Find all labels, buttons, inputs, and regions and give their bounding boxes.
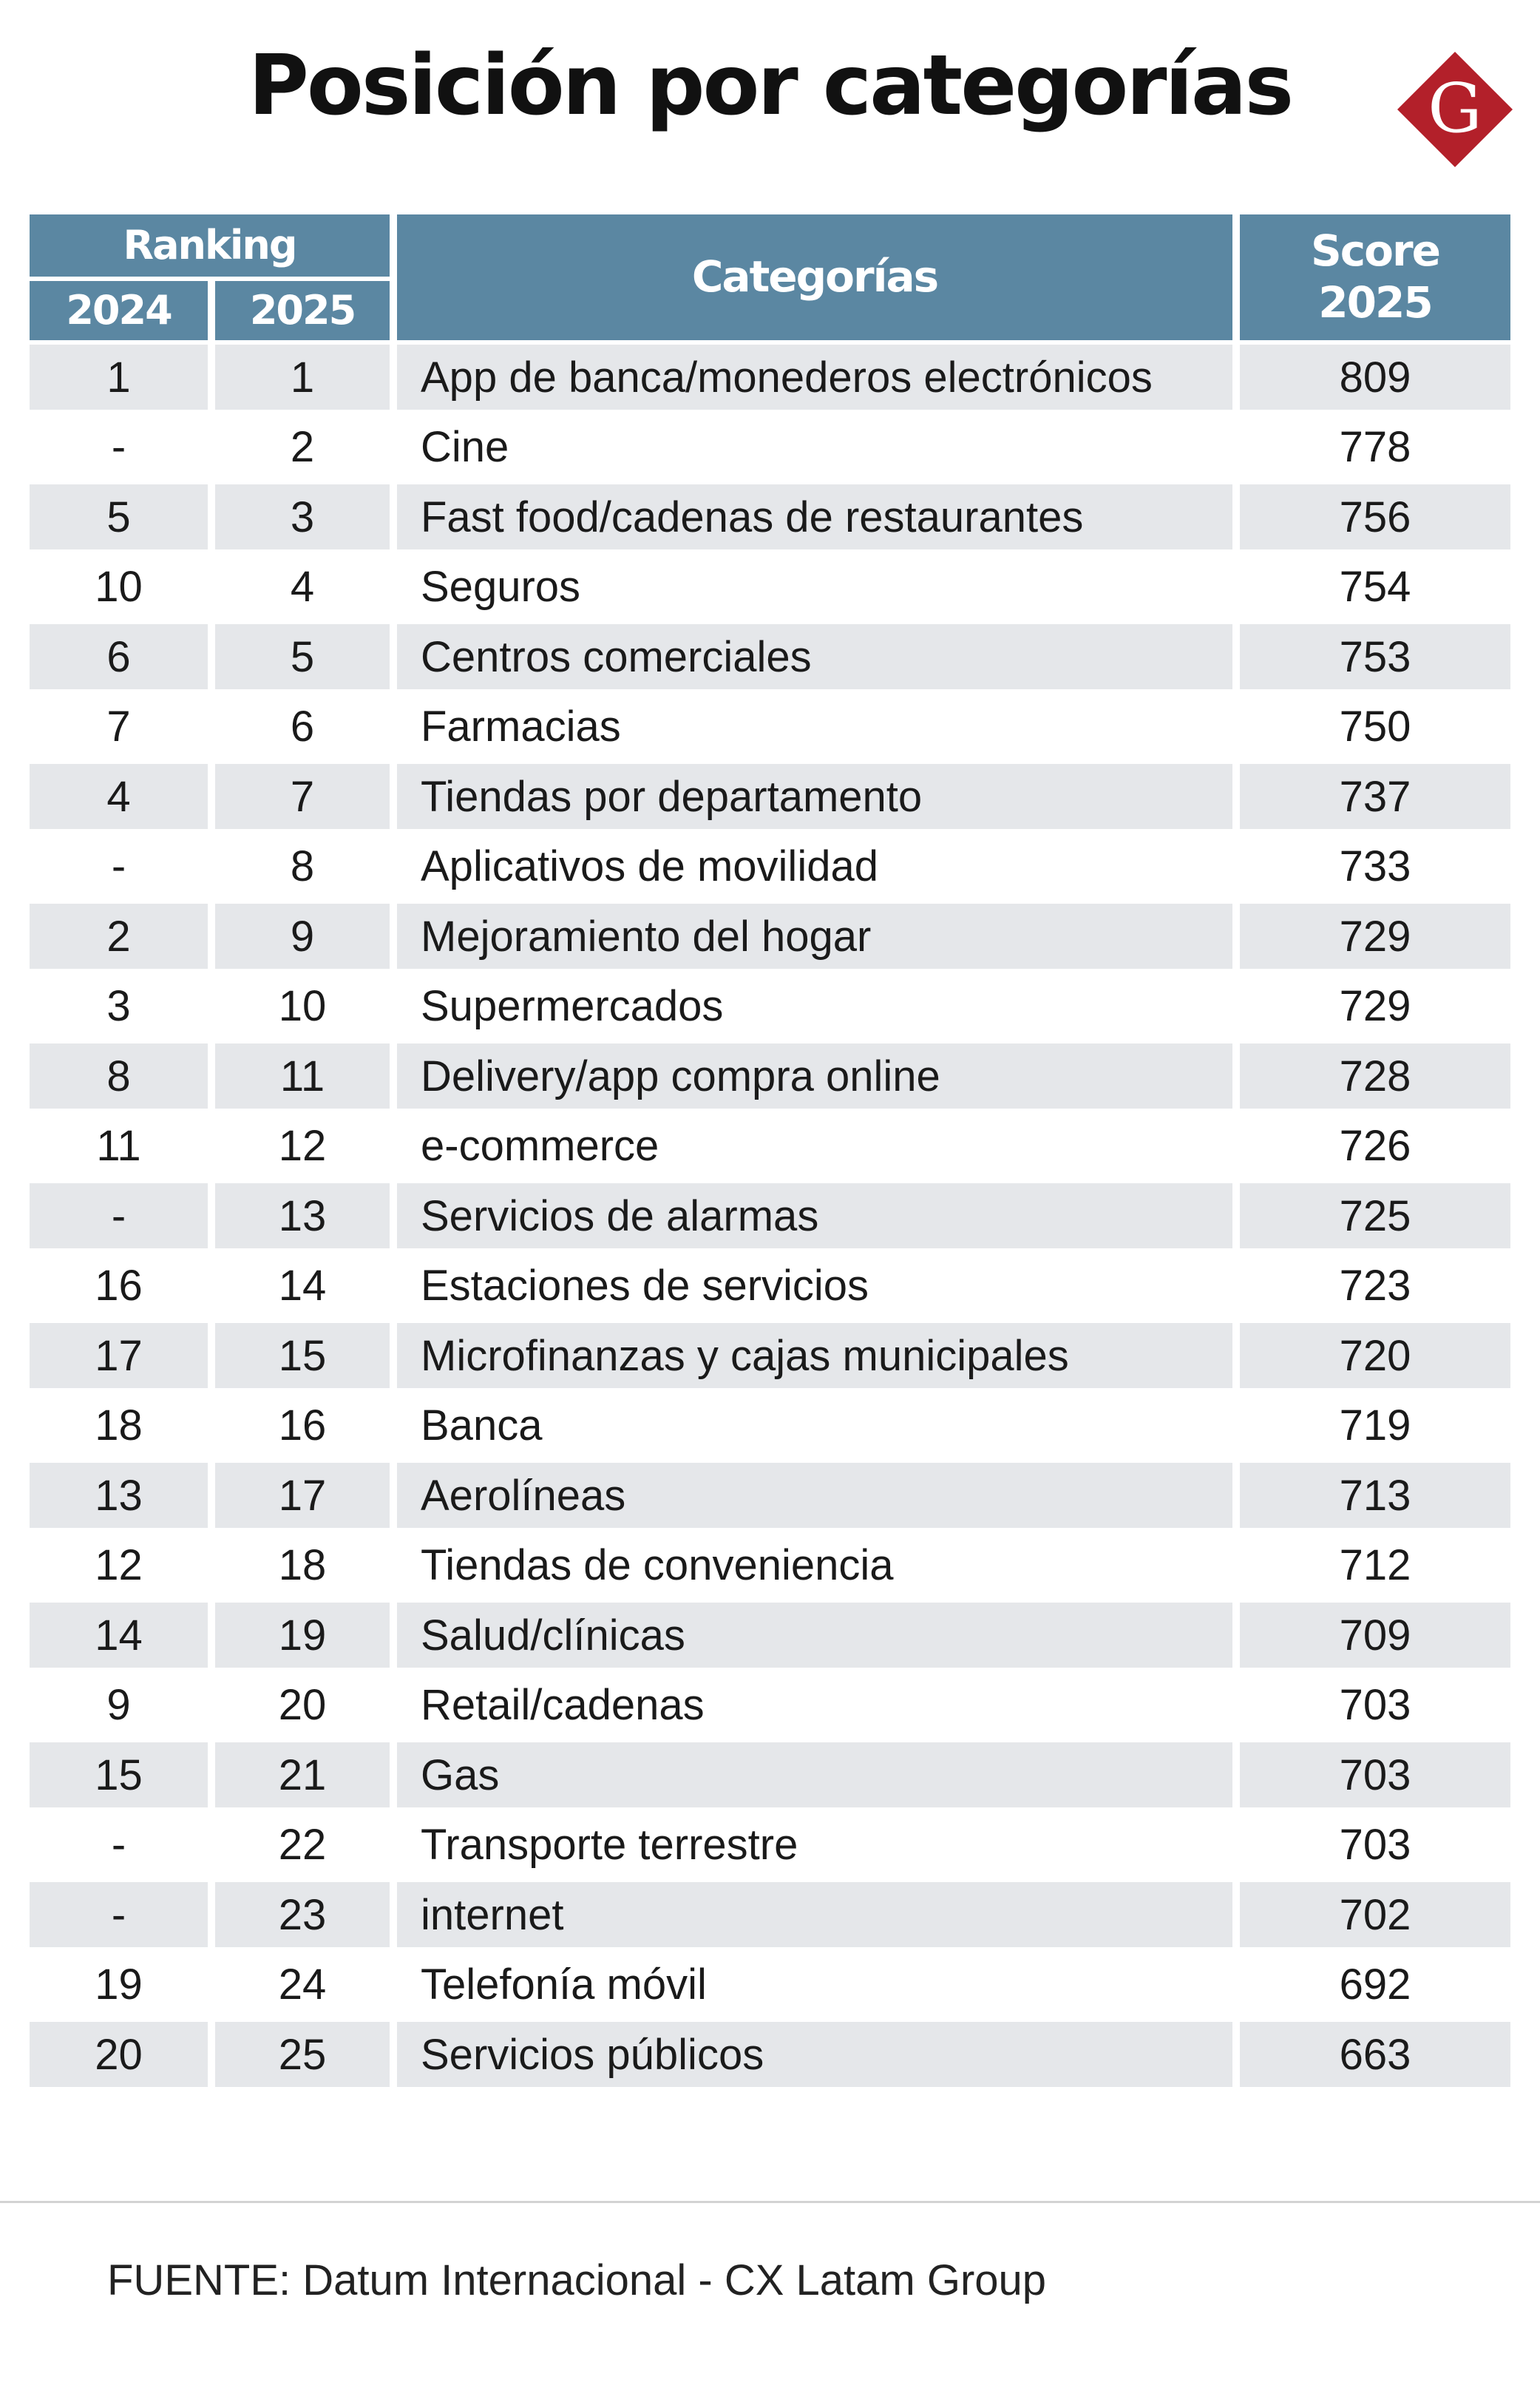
rank-2024-cell-text: -: [111, 423, 126, 471]
rank-2024-cell: [30, 1673, 208, 1738]
score-cell-text: 720: [1339, 1331, 1411, 1380]
score-cell: [1240, 764, 1510, 829]
score-cell: [1240, 415, 1510, 480]
table-row: [30, 1254, 1510, 1319]
score-cell: [1240, 1323, 1510, 1388]
page-title: Posición por categorías: [248, 38, 1292, 134]
rank-2025-cell: [215, 1952, 390, 2017]
rank-2025-cell-text: 11: [279, 1052, 325, 1100]
rank-2024-cell: [30, 1393, 208, 1458]
rank-2024-cell-text: 15: [95, 1750, 143, 1799]
score-cell-text: 754: [1339, 563, 1411, 611]
rank-2024-cell: [30, 1183, 208, 1248]
rank-2024-cell: [30, 624, 208, 689]
table-row: [30, 1603, 1510, 1668]
category-cell-text: Gas: [421, 1750, 500, 1799]
rank-2025-cell: [215, 974, 390, 1039]
table-row: [30, 904, 1510, 969]
score-cell: [1240, 345, 1510, 410]
score-cell-text: 750: [1339, 703, 1411, 751]
category-cell: [397, 694, 1232, 760]
score-cell-text: 737: [1339, 772, 1411, 821]
score-cell-text: 719: [1339, 1401, 1411, 1449]
score-cell: [1240, 1952, 1510, 2017]
category-cell: [397, 1323, 1232, 1388]
category-cell-text: Cine: [421, 423, 509, 471]
score-cell: [1240, 1533, 1510, 1598]
score-cell-text: 712: [1339, 1541, 1411, 1589]
rank-2025-cell: [215, 1393, 390, 1458]
score-cell-text: 753: [1339, 632, 1411, 681]
table-row: [30, 1813, 1510, 1878]
category-cell-text: e-commerce: [421, 1122, 659, 1170]
rank-2025-cell: [215, 1323, 390, 1388]
category-cell-text: Servicios de alarmas: [421, 1191, 819, 1240]
rank-2025-cell-text: 20: [278, 1681, 327, 1729]
score-cell-text: 703: [1339, 1681, 1411, 1729]
category-cell-text: Telefonía móvil: [421, 1961, 707, 2009]
rank-2024-cell: [30, 834, 208, 899]
rank-2024-cell-text: 4: [106, 772, 131, 821]
rank-2024-cell: [30, 1882, 208, 1947]
category-cell: [397, 2022, 1232, 2087]
score-cell-text: 703: [1339, 1821, 1411, 1869]
score-cell-text: 703: [1339, 1750, 1411, 1799]
rank-2025-cell: [215, 694, 390, 760]
category-cell-text: Microfinanzas y cajas municipales: [421, 1331, 1069, 1380]
table-row: [30, 1533, 1510, 1598]
header-score: [1240, 214, 1510, 340]
rank-2024-cell: [30, 345, 208, 410]
rank-2025-cell: [215, 484, 390, 549]
score-cell-text: 756: [1339, 493, 1411, 541]
rank-2025-cell: [215, 1183, 390, 1248]
rank-2025-cell: [215, 904, 390, 969]
rank-2025-cell-text: 18: [278, 1541, 327, 1589]
score-cell: [1240, 834, 1510, 899]
category-cell: [397, 555, 1232, 620]
score-cell: [1240, 1254, 1510, 1319]
category-cell: [397, 1043, 1232, 1109]
category-cell: [397, 1533, 1232, 1598]
header-category: Categorías: [397, 214, 1232, 340]
rank-2024-cell: [30, 694, 208, 760]
table-row: [30, 555, 1510, 620]
header-score-year: 2025: [1318, 277, 1432, 328]
category-cell: [397, 1603, 1232, 1668]
rank-2024-cell-text: 20: [95, 2030, 143, 2079]
score-cell: [1240, 1043, 1510, 1109]
rank-2024-cell: [30, 1952, 208, 2017]
category-cell-text: Transporte terrestre: [421, 1821, 798, 1869]
rank-2024-cell-text: -: [111, 1890, 126, 1939]
category-cell-text: Tiendas por departamento: [421, 772, 923, 821]
rank-2025-cell: [215, 1043, 390, 1109]
rank-2024-cell: [30, 1533, 208, 1598]
rank-2025-cell: [215, 834, 390, 899]
header-year-2025: 2025: [215, 281, 390, 340]
header-ranking: Ranking: [30, 214, 390, 277]
table-row: [30, 1323, 1510, 1388]
rank-2025-cell: [215, 1603, 390, 1668]
rank-2025-cell-text: 5: [290, 632, 315, 681]
score-cell-text: 809: [1339, 353, 1411, 402]
rank-2025-cell: [215, 555, 390, 620]
score-cell-text: 723: [1339, 1262, 1411, 1310]
rank-2025-cell-text: 2: [290, 423, 315, 471]
rank-2025-cell-text: 15: [278, 1331, 327, 1380]
score-cell: [1240, 974, 1510, 1039]
category-cell-text: Aplicativos de movilidad: [421, 842, 878, 890]
rank-2025-cell: [215, 624, 390, 689]
score-cell: [1240, 1393, 1510, 1458]
category-cell: [397, 1952, 1232, 2017]
score-cell-text: 725: [1339, 1191, 1411, 1240]
category-cell: [397, 1183, 1232, 1248]
rank-2024-cell: [30, 1043, 208, 1109]
score-cell: [1240, 1183, 1510, 1248]
rank-2024-cell-text: 19: [95, 1961, 143, 2009]
category-cell-text: Banca: [421, 1401, 543, 1449]
category-cell-text: Supermercados: [421, 982, 724, 1030]
rank-2024-cell: [30, 484, 208, 549]
score-cell: [1240, 1882, 1510, 1947]
rank-2024-cell: [30, 764, 208, 829]
rank-2024-cell: [30, 1254, 208, 1319]
rank-2024-cell: [30, 555, 208, 620]
rank-2025-cell-text: 9: [290, 912, 315, 961]
rank-2024-cell: [30, 1323, 208, 1388]
score-cell: [1240, 2022, 1510, 2087]
category-cell: [397, 1882, 1232, 1947]
table-row: [30, 834, 1510, 899]
score-cell-text: 778: [1339, 423, 1411, 471]
rank-2024-cell: [30, 974, 208, 1039]
source-note: FUENTE: Datum Internacional - CX Latam Group: [107, 2256, 1047, 2304]
rank-2025-cell-text: 16: [278, 1401, 327, 1449]
table-row: [30, 1183, 1510, 1248]
rank-2024-cell: [30, 415, 208, 480]
rank-2025-cell-text: 24: [278, 1961, 327, 2009]
brand-logo: [1396, 50, 1514, 169]
score-cell-text: 729: [1339, 982, 1411, 1030]
rank-2025-cell: [215, 1463, 390, 1528]
category-cell: [397, 1673, 1232, 1738]
rank-2025-cell-text: 21: [278, 1750, 327, 1799]
rank-2025-cell: [215, 415, 390, 480]
table-row: [30, 2022, 1510, 2087]
rank-2024-cell-text: 12: [95, 1541, 143, 1589]
score-cell: [1240, 904, 1510, 969]
score-cell: [1240, 1813, 1510, 1878]
rank-2024-cell-text: 3: [106, 982, 131, 1030]
score-cell-text: 702: [1339, 1890, 1411, 1939]
rank-2025-cell-text: 25: [278, 2030, 327, 2079]
category-cell-text: Seguros: [421, 563, 581, 611]
rank-2024-cell-text: 9: [106, 1681, 131, 1729]
category-cell-text: Retail/cadenas: [421, 1681, 705, 1729]
category-cell: [397, 974, 1232, 1039]
rank-2024-cell: [30, 1114, 208, 1179]
rank-2025-cell-text: 8: [290, 842, 315, 890]
score-cell-text: 692: [1339, 1961, 1411, 2009]
table-row: [30, 484, 1510, 549]
score-cell: [1240, 1603, 1510, 1668]
rank-2024-cell-text: 17: [95, 1331, 143, 1380]
rank-2024-cell: [30, 1603, 208, 1668]
rank-2024-cell-text: 10: [95, 563, 143, 611]
rank-2025-cell-text: 4: [290, 563, 315, 611]
rank-2024-cell-text: 16: [95, 1262, 143, 1310]
category-cell-text: Estaciones de servicios: [421, 1262, 869, 1310]
rank-2024-cell-text: 14: [95, 1611, 143, 1660]
rank-2024-cell: [30, 2022, 208, 2087]
rank-2024-cell-text: 7: [106, 703, 131, 751]
score-cell-text: 713: [1339, 1471, 1411, 1520]
rank-2025-cell-text: 17: [278, 1471, 327, 1520]
table-row: [30, 974, 1510, 1039]
category-cell: [397, 415, 1232, 480]
category-cell-text: Tiendas de conveniencia: [421, 1541, 894, 1589]
rank-2025-cell: [215, 1813, 390, 1878]
score-cell-text: 709: [1339, 1611, 1411, 1660]
rank-2025-cell-text: 13: [278, 1191, 327, 1240]
rank-2025-cell-text: 3: [290, 493, 315, 541]
score-cell-text: 728: [1339, 1052, 1411, 1100]
rank-2025-cell: [215, 1533, 390, 1598]
category-cell-text: internet: [421, 1890, 564, 1939]
rank-2025-cell: [215, 764, 390, 829]
score-cell-text: 726: [1339, 1122, 1411, 1170]
table-row: [30, 764, 1510, 829]
score-cell-text: 729: [1339, 912, 1411, 961]
table-row: [30, 1952, 1510, 2017]
rank-2025-cell: [215, 345, 390, 410]
rank-2025-cell-text: 10: [278, 982, 327, 1030]
category-cell-text: Fast food/cadenas de restaurantes: [421, 493, 1084, 541]
rank-2024-cell-text: 5: [106, 493, 131, 541]
table-row: [30, 415, 1510, 480]
category-cell-text: Mejoramiento del hogar: [421, 912, 872, 961]
rank-2025-cell-text: 7: [290, 772, 315, 821]
category-cell-text: Servicios públicos: [421, 2030, 764, 2079]
category-cell: [397, 1393, 1232, 1458]
rank-2025-cell: [215, 1114, 390, 1179]
rank-2024-cell: [30, 904, 208, 969]
table-row: [30, 1882, 1510, 1947]
rank-2025-cell-text: 1: [290, 353, 315, 402]
score-cell-text: 663: [1339, 2030, 1411, 2079]
footer-divider: [0, 2201, 1540, 2203]
category-cell-text: Delivery/app compra online: [421, 1052, 940, 1100]
rank-2024-cell-text: 1: [106, 353, 131, 402]
table-row: [30, 1043, 1510, 1109]
category-cell: [397, 1742, 1232, 1807]
category-cell: [397, 904, 1232, 969]
rank-2024-cell-text: 13: [95, 1471, 143, 1520]
score-cell: [1240, 624, 1510, 689]
table-row: [30, 1673, 1510, 1738]
rank-2025-cell: [215, 2022, 390, 2087]
rank-2025-cell-text: 14: [278, 1262, 327, 1310]
rank-2024-cell-text: 11: [96, 1122, 141, 1170]
category-cell: [397, 484, 1232, 549]
logo-letter: G: [1428, 69, 1482, 148]
rank-2025-cell: [215, 1673, 390, 1738]
score-cell: [1240, 1742, 1510, 1807]
category-cell: [397, 764, 1232, 829]
score-cell: [1240, 484, 1510, 549]
rank-2024-cell-text: 8: [106, 1052, 131, 1100]
rank-2024-cell-text: 18: [95, 1401, 143, 1449]
rank-2025-cell-text: 19: [278, 1611, 327, 1660]
rank-2025-cell-text: 22: [278, 1821, 327, 1869]
rank-2025-cell: [215, 1254, 390, 1319]
rank-2024-cell-text: -: [111, 1821, 126, 1869]
table-row: [30, 1114, 1510, 1179]
header-year-2024: 2024: [30, 281, 208, 340]
score-cell: [1240, 1463, 1510, 1528]
rank-2024-cell-text: -: [111, 1191, 126, 1240]
table-row: [30, 694, 1510, 760]
header-score-label: Score: [1311, 226, 1439, 277]
category-cell-text: Farmacias: [421, 703, 621, 751]
rank-2024-cell-text: 2: [106, 912, 131, 961]
rank-2025-cell-text: 23: [278, 1890, 327, 1939]
category-cell: [397, 1463, 1232, 1528]
table-row: [30, 1393, 1510, 1458]
score-cell: [1240, 1673, 1510, 1738]
category-cell: [397, 624, 1232, 689]
table-row: [30, 345, 1510, 410]
score-cell-text: 733: [1339, 842, 1411, 890]
score-cell: [1240, 1114, 1510, 1179]
rank-2024-cell: [30, 1463, 208, 1528]
category-cell-text: Centros comerciales: [421, 632, 812, 681]
table-row: [30, 1463, 1510, 1528]
table-row: [30, 1742, 1510, 1807]
rank-2025-cell: [215, 1882, 390, 1947]
rank-2024-cell: [30, 1813, 208, 1878]
category-cell-text: Aerolíneas: [421, 1471, 626, 1520]
rank-2024-cell-text: 6: [106, 632, 131, 681]
score-cell: [1240, 694, 1510, 760]
score-cell: [1240, 555, 1510, 620]
rank-2024-cell-text: -: [111, 842, 126, 890]
category-cell: [397, 1254, 1232, 1319]
category-cell: [397, 1114, 1232, 1179]
category-cell: [397, 834, 1232, 899]
rank-2025-cell: [215, 1742, 390, 1807]
rank-2024-cell: [30, 1742, 208, 1807]
category-cell-text: App de banca/monederos electrónicos: [421, 353, 1153, 402]
category-cell-text: Salud/clínicas: [421, 1611, 685, 1660]
category-cell: [397, 345, 1232, 410]
rank-2025-cell-text: 6: [290, 703, 315, 751]
table-row: [30, 624, 1510, 689]
rank-2025-cell-text: 12: [278, 1122, 327, 1170]
category-cell: [397, 1813, 1232, 1878]
